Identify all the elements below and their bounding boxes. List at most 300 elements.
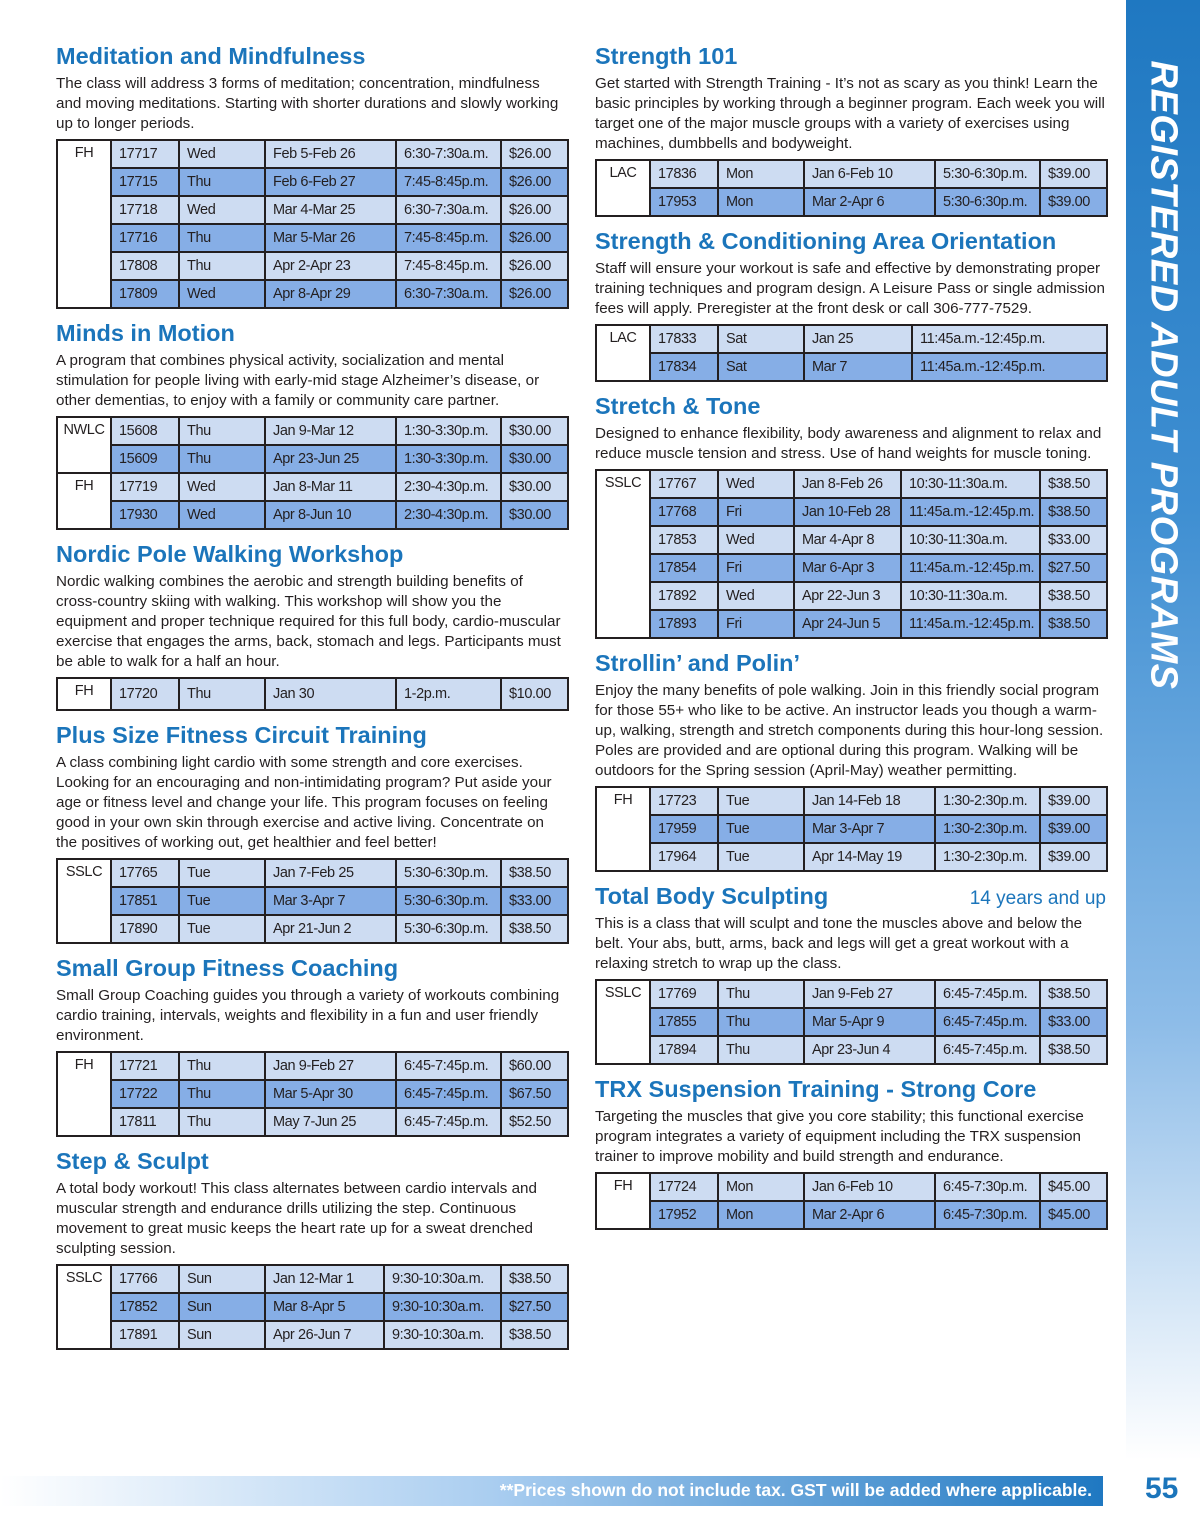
course-code: 17952 bbox=[650, 1201, 718, 1229]
date-range: Apr 8-Jun 10 bbox=[265, 501, 396, 529]
price: $38.50 bbox=[1040, 470, 1107, 498]
program-title-row bbox=[595, 1071, 1106, 1107]
program-title: Small Group Fitness Coaching bbox=[56, 955, 399, 981]
time: 6:45-7:45p.m. bbox=[935, 1008, 1040, 1036]
right-column bbox=[595, 38, 1106, 1236]
day: Wed bbox=[718, 470, 794, 498]
date-range: Apr 26-Jun 7 bbox=[265, 1321, 384, 1349]
time: 7:45-8:45p.m. bbox=[396, 224, 501, 252]
program-description: Enjoy the many benefits of pole walking. Join in this friendly social program for those 55+ who like to be active. An instructor leads you though a warm-up, walking, strength and stretch components during this hour-long session. Poles are provided and are optional during this program. Walking will be outdoors for the Spring session (April-May) weather permitting. bbox=[595, 682, 1104, 779]
price: $30.00 bbox=[501, 417, 568, 445]
date-range: Apr 22-Jun 3 bbox=[794, 582, 901, 610]
time: 6:45-7:45p.m. bbox=[396, 1108, 501, 1136]
table-row bbox=[57, 1080, 568, 1108]
left-column bbox=[56, 38, 567, 1356]
program-description: A program that combines physical activity, socialization and mental stimulation for people living with early-mid stage Alzheimer’s disease, or other dementias, to enjoy with a family or community care partner. bbox=[56, 352, 540, 409]
day: Wed bbox=[179, 280, 265, 308]
day: Tue bbox=[718, 815, 804, 843]
program-small-group-fitness-coaching bbox=[56, 950, 567, 1137]
time: 2:30-4:30p.m. bbox=[396, 473, 501, 501]
date-range: Jan 9-Feb 27 bbox=[265, 1052, 396, 1080]
day: Tue bbox=[179, 887, 265, 915]
program-age-note: 14 years and up bbox=[969, 888, 1106, 909]
table-row bbox=[57, 417, 568, 445]
date-range: Mar 7 bbox=[804, 353, 912, 381]
schedule-table bbox=[56, 858, 569, 944]
table-row bbox=[57, 859, 568, 887]
date-range: Feb 6-Feb 27 bbox=[265, 168, 396, 196]
day: Thu bbox=[179, 1080, 265, 1108]
table-row bbox=[57, 196, 568, 224]
program-title: Step & Sculpt bbox=[56, 1148, 209, 1174]
day: Fri bbox=[718, 554, 794, 582]
location-code: FH bbox=[596, 1173, 650, 1229]
course-code: 17853 bbox=[650, 526, 718, 554]
page-number: 55 bbox=[1145, 1472, 1179, 1505]
price: $39.00 bbox=[1040, 843, 1107, 871]
day: Thu bbox=[179, 252, 265, 280]
price: $27.50 bbox=[1040, 554, 1107, 582]
course-code: 17892 bbox=[650, 582, 718, 610]
day: Wed bbox=[179, 473, 265, 501]
date-range: Mar 2-Apr 6 bbox=[804, 188, 935, 216]
course-code: 17722 bbox=[111, 1080, 179, 1108]
day: Thu bbox=[179, 1108, 265, 1136]
program-plus-size-fitness-circuit-training bbox=[56, 717, 567, 944]
date-range: Mar 5-Apr 30 bbox=[265, 1080, 396, 1108]
table-row bbox=[596, 188, 1107, 216]
table-row bbox=[57, 140, 568, 168]
table-row bbox=[57, 1108, 568, 1136]
time: 2:30-4:30p.m. bbox=[396, 501, 501, 529]
date-range: Jan 6-Feb 10 bbox=[804, 160, 935, 188]
day: Thu bbox=[718, 1036, 804, 1064]
price: $30.00 bbox=[501, 445, 568, 473]
time: 10:30-11:30a.m. bbox=[901, 526, 1040, 554]
time: 11:45a.m.-12:45p.m. bbox=[901, 554, 1040, 582]
program-description: The class will address 3 forms of meditation; concentration, mindfulness and moving meditations. Starting with shorter durations and slowly working up to longer periods. bbox=[56, 75, 559, 132]
price: $52.50 bbox=[501, 1108, 568, 1136]
time: 10:30-11:30a.m. bbox=[901, 470, 1040, 498]
price: $10.00 bbox=[501, 678, 568, 710]
course-code: 17724 bbox=[650, 1173, 718, 1201]
program-title-row bbox=[56, 717, 567, 753]
time: 6:45-7:45p.m. bbox=[396, 1080, 501, 1108]
table-row bbox=[57, 1293, 568, 1321]
location-code: FH bbox=[57, 1052, 111, 1136]
date-range: Jan 6-Feb 10 bbox=[804, 1173, 935, 1201]
price: $38.50 bbox=[501, 1265, 568, 1293]
date-range: Mar 3-Apr 7 bbox=[265, 887, 396, 915]
price: $30.00 bbox=[501, 473, 568, 501]
table-row bbox=[57, 887, 568, 915]
day: Sat bbox=[718, 325, 804, 353]
time: 5:30-6:30p.m. bbox=[396, 887, 501, 915]
date-range: Mar 4-Apr 8 bbox=[794, 526, 901, 554]
program-title: Strength & Conditioning Area Orientation bbox=[595, 228, 1057, 254]
table-row bbox=[57, 915, 568, 943]
price: $30.00 bbox=[501, 501, 568, 529]
date-range: Mar 4-Mar 25 bbox=[265, 196, 396, 224]
program-step-sculpt bbox=[56, 1143, 567, 1350]
day: Tue bbox=[179, 859, 265, 887]
date-range: Feb 5-Feb 26 bbox=[265, 140, 396, 168]
program-title-row bbox=[595, 38, 1106, 74]
day: Mon bbox=[718, 188, 804, 216]
day: Mon bbox=[718, 1201, 804, 1229]
table-row bbox=[57, 473, 568, 501]
schedule-table bbox=[56, 1051, 569, 1137]
time: 6:45-7:45p.m. bbox=[396, 1052, 501, 1080]
program-meditation-and-mindfulness bbox=[56, 38, 567, 309]
program-minds-in-motion bbox=[56, 315, 567, 530]
day: Sat bbox=[718, 353, 804, 381]
table-row bbox=[596, 353, 1107, 381]
price: $39.00 bbox=[1040, 160, 1107, 188]
location-code: SSLC bbox=[57, 1265, 111, 1349]
table-row bbox=[57, 445, 568, 473]
table-row bbox=[596, 1201, 1107, 1229]
price: $38.50 bbox=[501, 859, 568, 887]
course-code: 17833 bbox=[650, 325, 718, 353]
table-row bbox=[596, 1008, 1107, 1036]
price: $45.00 bbox=[1040, 1201, 1107, 1229]
date-range: Apr 2-Apr 23 bbox=[265, 252, 396, 280]
date-range: Jan 9-Feb 27 bbox=[804, 980, 935, 1008]
program-title-row bbox=[595, 388, 1106, 424]
program-title-row bbox=[56, 315, 567, 351]
table-row bbox=[57, 678, 568, 710]
program-title-row bbox=[56, 536, 567, 572]
price: $26.00 bbox=[501, 140, 568, 168]
program-title-row bbox=[595, 878, 1106, 914]
time: 1-2p.m. bbox=[396, 678, 501, 710]
program-strength-conditioning-area-orientation bbox=[595, 223, 1106, 382]
price: $38.50 bbox=[1040, 1036, 1107, 1064]
day: Thu bbox=[179, 168, 265, 196]
schedule-table bbox=[56, 677, 569, 711]
price: $45.00 bbox=[1040, 1173, 1107, 1201]
table-row bbox=[57, 1321, 568, 1349]
time: 9:30-10:30a.m. bbox=[384, 1293, 501, 1321]
schedule-table bbox=[595, 324, 1108, 382]
table-row bbox=[596, 815, 1107, 843]
table-row bbox=[596, 526, 1107, 554]
day: Tue bbox=[179, 915, 265, 943]
course-code: 17719 bbox=[111, 473, 179, 501]
time: 11:45a.m.-12:45p.m. bbox=[912, 353, 1107, 381]
date-range: Apr 23-Jun 4 bbox=[804, 1036, 935, 1064]
location-code: SSLC bbox=[596, 980, 650, 1064]
date-range: Mar 2-Apr 6 bbox=[804, 1201, 935, 1229]
price: $39.00 bbox=[1040, 188, 1107, 216]
time: 6:30-7:30a.m. bbox=[396, 280, 501, 308]
program-title-row bbox=[56, 950, 567, 986]
program-title: Nordic Pole Walking Workshop bbox=[56, 541, 404, 567]
course-code: 17894 bbox=[650, 1036, 718, 1064]
course-code: 17766 bbox=[111, 1265, 179, 1293]
program-title: Stretch & Tone bbox=[595, 393, 761, 419]
program-title-row bbox=[56, 1143, 567, 1179]
date-range: Mar 6-Apr 3 bbox=[794, 554, 901, 582]
day: Wed bbox=[718, 582, 794, 610]
date-range: Mar 5-Mar 26 bbox=[265, 224, 396, 252]
table-row bbox=[596, 980, 1107, 1008]
table-row bbox=[596, 1173, 1107, 1201]
date-range: Apr 8-Apr 29 bbox=[265, 280, 396, 308]
time: 6:45-7:45p.m. bbox=[935, 980, 1040, 1008]
program-title: Meditation and Mindfulness bbox=[56, 43, 366, 69]
location-code: SSLC bbox=[596, 470, 650, 638]
schedule-table bbox=[595, 1172, 1108, 1230]
day: Thu bbox=[179, 445, 265, 473]
table-row bbox=[57, 1052, 568, 1080]
table-row bbox=[596, 582, 1107, 610]
program-description: Nordic walking combines the aerobic and strength building benefits of cross-country skiing with walking. This workshop will show you the equipment and proper technique required for this full body, cardio-muscular exercise that engages the arms, back, stomach and legs. Participants must be able to walk for a half an hour. bbox=[56, 573, 561, 670]
time: 11:45a.m.-12:45p.m. bbox=[901, 610, 1040, 638]
course-code: 17891 bbox=[111, 1321, 179, 1349]
date-range: Jan 7-Feb 25 bbox=[265, 859, 396, 887]
course-code: 17836 bbox=[650, 160, 718, 188]
program-description: Get started with Strength Training - It’s not as scary as you think! Learn the basic principles by working through a beginner program. Each week you will target one of the major muscle groups with a variety of exercises using machines, dumbbells and bodyweight. bbox=[595, 75, 1105, 152]
price: $60.00 bbox=[501, 1052, 568, 1080]
price: $33.00 bbox=[1040, 1008, 1107, 1036]
course-code: 17717 bbox=[111, 140, 179, 168]
course-code: 17769 bbox=[650, 980, 718, 1008]
time: 1:30-3:30p.m. bbox=[396, 445, 501, 473]
course-code: 17852 bbox=[111, 1293, 179, 1321]
time: 6:45-7:30p.m. bbox=[935, 1173, 1040, 1201]
date-range: Jan 8-Feb 26 bbox=[794, 470, 901, 498]
schedule-table bbox=[595, 159, 1108, 217]
date-range: Jan 10-Feb 28 bbox=[794, 498, 901, 526]
price: $38.50 bbox=[1040, 498, 1107, 526]
course-code: 17855 bbox=[650, 1008, 718, 1036]
program-description: A total body workout! This class alternates between cardio intervals and muscular strength and endurance drills utilizing the step. Continuous movement to great music keeps the heart rate up for a sweat drenched sculpting session. bbox=[56, 1180, 537, 1257]
location-code: LAC bbox=[596, 160, 650, 216]
course-code: 17723 bbox=[650, 787, 718, 815]
program-description: This is a class that will sculpt and tone the muscles above and below the belt. Your abs, butt, arms, back and legs will get a great workout with a relaxing stretch to wrap up the class. bbox=[595, 915, 1083, 972]
program-title: Minds in Motion bbox=[56, 320, 235, 346]
day: Sun bbox=[179, 1265, 265, 1293]
program-title: Strollin’ and Polin’ bbox=[595, 650, 800, 676]
day: Thu bbox=[718, 1008, 804, 1036]
course-code: 17808 bbox=[111, 252, 179, 280]
price: $26.00 bbox=[501, 168, 568, 196]
price: $38.50 bbox=[1040, 610, 1107, 638]
course-code: 17959 bbox=[650, 815, 718, 843]
program-description: Designed to enhance flexibility, body awareness and alignment to relax and reduce muscle tension and stress. Use of hand weights for muscle toning. bbox=[595, 425, 1102, 462]
time: 5:30-6:30p.m. bbox=[396, 915, 501, 943]
program-title-row bbox=[595, 223, 1106, 259]
date-range: Apr 23-Jun 25 bbox=[265, 445, 396, 473]
schedule-table bbox=[595, 979, 1108, 1065]
table-row bbox=[57, 280, 568, 308]
day: Mon bbox=[718, 160, 804, 188]
schedule-table bbox=[56, 1264, 569, 1350]
day: Sun bbox=[179, 1321, 265, 1349]
course-code: 17851 bbox=[111, 887, 179, 915]
table-row bbox=[57, 224, 568, 252]
program-title: Strength 101 bbox=[595, 43, 738, 69]
time: 1:30-2:30p.m. bbox=[935, 787, 1040, 815]
price: $26.00 bbox=[501, 252, 568, 280]
course-code: 17930 bbox=[111, 501, 179, 529]
price: $26.00 bbox=[501, 280, 568, 308]
program-title-row bbox=[56, 38, 567, 74]
program-title-row bbox=[595, 645, 1106, 681]
location-code: NWLC bbox=[57, 417, 111, 473]
course-code: 17721 bbox=[111, 1052, 179, 1080]
time: 6:30-7:30a.m. bbox=[396, 196, 501, 224]
location-code: LAC bbox=[596, 325, 650, 381]
price: $26.00 bbox=[501, 224, 568, 252]
program-total-body-sculpting bbox=[595, 878, 1106, 1065]
course-code: 17809 bbox=[111, 280, 179, 308]
table-row bbox=[596, 160, 1107, 188]
program-description: A class combining light cardio with some strength and core exercises. Looking for an encouraging and non-intimidating program? Put aside your age or fitness level and change your life. This program focuses on feeling good in your own skin through exercise and active living. Concentrate on the positives of working out, get healthier and feel better! bbox=[56, 754, 552, 851]
day: Wed bbox=[718, 526, 794, 554]
day: Fri bbox=[718, 498, 794, 526]
time: 10:30-11:30a.m. bbox=[901, 582, 1040, 610]
price: $27.50 bbox=[501, 1293, 568, 1321]
price: $33.00 bbox=[1040, 526, 1107, 554]
price: $67.50 bbox=[501, 1080, 568, 1108]
time: 11:45a.m.-12:45p.m. bbox=[912, 325, 1107, 353]
date-range: Apr 21-Jun 2 bbox=[265, 915, 396, 943]
course-code: 17720 bbox=[111, 678, 179, 710]
program-trx-suspension-training-strong-core bbox=[595, 1071, 1106, 1230]
location-code: FH bbox=[596, 787, 650, 871]
price: $33.00 bbox=[501, 887, 568, 915]
day: Wed bbox=[179, 140, 265, 168]
location-code: FH bbox=[57, 678, 111, 710]
price: $38.50 bbox=[1040, 582, 1107, 610]
program-strollin-and-polin bbox=[595, 645, 1106, 872]
table-row bbox=[57, 1265, 568, 1293]
location-code: FH bbox=[57, 473, 111, 529]
day: Wed bbox=[179, 501, 265, 529]
course-code: 17890 bbox=[111, 915, 179, 943]
date-range: Apr 14-May 19 bbox=[804, 843, 935, 871]
day: Thu bbox=[179, 678, 265, 710]
time: 9:30-10:30a.m. bbox=[384, 1265, 501, 1293]
time: 1:30-3:30p.m. bbox=[396, 417, 501, 445]
date-range: Jan 8-Mar 11 bbox=[265, 473, 396, 501]
program-nordic-pole-walking-workshop bbox=[56, 536, 567, 711]
time: 7:45-8:45p.m. bbox=[396, 168, 501, 196]
program-stretch-tone bbox=[595, 388, 1106, 639]
time: 11:45a.m.-12:45p.m. bbox=[901, 498, 1040, 526]
date-range: Mar 3-Apr 7 bbox=[804, 815, 935, 843]
schedule-table bbox=[56, 139, 569, 309]
date-range: Jan 30 bbox=[265, 678, 396, 710]
date-range: Apr 24-Jun 5 bbox=[794, 610, 901, 638]
price: $38.50 bbox=[501, 1321, 568, 1349]
footer-bar bbox=[0, 1476, 1103, 1506]
footer-tax-note: **Prices shown do not include tax. GST will be added where applicable. bbox=[499, 1480, 1092, 1500]
program-description: Small Group Coaching guides you through a variety of workouts combining cardio training, intervals, weights and flexibility in a fun and user friendly environment. bbox=[56, 987, 560, 1044]
time: 1:30-2:30p.m. bbox=[935, 843, 1040, 871]
table-row bbox=[596, 610, 1107, 638]
program-description: Targeting the muscles that give you core stability; this functional exercise program integrates a variety of equipment including the TRX suspension trainer to improve mobility and build strength and endurance. bbox=[595, 1108, 1084, 1165]
time: 9:30-10:30a.m. bbox=[384, 1321, 501, 1349]
day: Wed bbox=[179, 196, 265, 224]
course-code: 17811 bbox=[111, 1108, 179, 1136]
course-code: 17765 bbox=[111, 859, 179, 887]
table-row bbox=[596, 498, 1107, 526]
date-range: May 7-Jun 25 bbox=[265, 1108, 396, 1136]
price: $38.50 bbox=[501, 915, 568, 943]
table-row bbox=[596, 843, 1107, 871]
date-range: Mar 8-Apr 5 bbox=[265, 1293, 384, 1321]
price: $38.50 bbox=[1040, 980, 1107, 1008]
course-code: 17767 bbox=[650, 470, 718, 498]
table-row bbox=[596, 470, 1107, 498]
side-banner-title: REGISTERED ADULT PROGRAMS bbox=[1142, 60, 1185, 690]
course-code: 15609 bbox=[111, 445, 179, 473]
day: Thu bbox=[179, 224, 265, 252]
location-code: SSLC bbox=[57, 859, 111, 943]
price: $39.00 bbox=[1040, 787, 1107, 815]
day: Thu bbox=[179, 417, 265, 445]
price: $26.00 bbox=[501, 196, 568, 224]
program-title: Total Body Sculpting bbox=[595, 883, 829, 909]
course-code: 17716 bbox=[111, 224, 179, 252]
table-row bbox=[57, 252, 568, 280]
day: Sun bbox=[179, 1293, 265, 1321]
day: Tue bbox=[718, 787, 804, 815]
course-code: 17893 bbox=[650, 610, 718, 638]
course-code: 17964 bbox=[650, 843, 718, 871]
table-row bbox=[596, 1036, 1107, 1064]
schedule-table bbox=[595, 469, 1108, 639]
program-strength-101 bbox=[595, 38, 1106, 217]
date-range: Jan 9-Mar 12 bbox=[265, 417, 396, 445]
time: 7:45-8:45p.m. bbox=[396, 252, 501, 280]
day: Fri bbox=[718, 610, 794, 638]
program-title: Plus Size Fitness Circuit Training bbox=[56, 722, 427, 748]
program-title: TRX Suspension Training - Strong Core bbox=[595, 1076, 1037, 1102]
schedule-table bbox=[595, 786, 1108, 872]
date-range: Jan 25 bbox=[804, 325, 912, 353]
date-range: Jan 12-Mar 1 bbox=[265, 1265, 384, 1293]
table-row bbox=[596, 325, 1107, 353]
time: 5:30-6:30p.m. bbox=[935, 188, 1040, 216]
course-code: 17854 bbox=[650, 554, 718, 582]
date-range: Mar 5-Apr 9 bbox=[804, 1008, 935, 1036]
day: Mon bbox=[718, 1173, 804, 1201]
table-row bbox=[596, 554, 1107, 582]
program-description: Staff will ensure your workout is safe and effective by demonstrating proper training techniques and program design. A Leisure Pass or single admission fees will apply. Preregister at the front desk or call 306-777-7529. bbox=[595, 260, 1105, 317]
course-code: 17768 bbox=[650, 498, 718, 526]
price: $39.00 bbox=[1040, 815, 1107, 843]
time: 6:45-7:30p.m. bbox=[935, 1201, 1040, 1229]
table-row bbox=[57, 168, 568, 196]
time: 5:30-6:30p.m. bbox=[935, 160, 1040, 188]
day: Tue bbox=[718, 843, 804, 871]
date-range: Jan 14-Feb 18 bbox=[804, 787, 935, 815]
day: Thu bbox=[718, 980, 804, 1008]
table-row bbox=[596, 787, 1107, 815]
course-code: 17953 bbox=[650, 188, 718, 216]
course-code: 15608 bbox=[111, 417, 179, 445]
time: 6:30-7:30a.m. bbox=[396, 140, 501, 168]
location-code: FH bbox=[57, 140, 111, 308]
time: 5:30-6:30p.m. bbox=[396, 859, 501, 887]
course-code: 17834 bbox=[650, 353, 718, 381]
course-code: 17718 bbox=[111, 196, 179, 224]
